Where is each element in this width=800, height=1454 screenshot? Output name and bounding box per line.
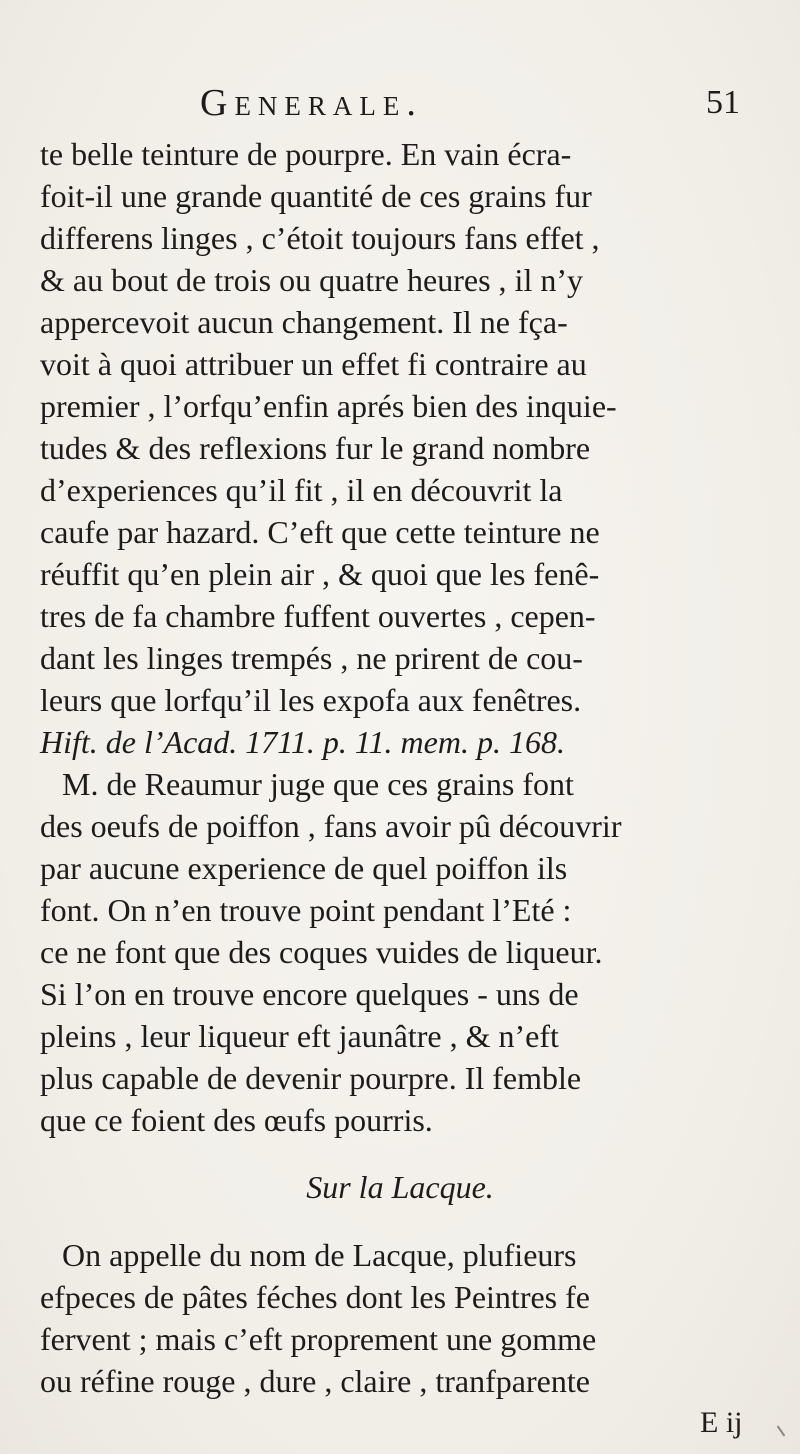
text-line: que ce foient des œufs pourris. — [40, 1102, 433, 1138]
text-line: tudes & des reflexions fur le grand nombre — [40, 430, 591, 466]
running-header — [0, 78, 800, 128]
text-line: dant les linges trempés , ne prirent de cou- — [40, 640, 583, 676]
text-line: ce ne font que des coques vuides de liqueur. — [40, 934, 603, 970]
text-line: des oeufs de poiffon , fans avoir pû découvrir — [40, 808, 622, 844]
running-title: Generale. — [200, 82, 423, 124]
citation-line: Hift. de l’Acad. 1711. p. 11. mem. p. 168. — [40, 724, 565, 760]
text-line: leurs que lorfqu’il les expofa aux fenêtres. — [40, 682, 582, 718]
text-line: par aucune experience de quel poiffon ils — [40, 850, 568, 886]
text-line: premier , l’orfqu’enfin aprés bien des inquie- — [40, 388, 617, 424]
text-line: ou réfine rouge , dure , claire , tranfparente — [40, 1363, 590, 1399]
text-line: pleins , leur liqueur eft jaunâtre , & n’eft — [40, 1018, 559, 1054]
text-line: voit à quoi attribuer un effet fi contraire au — [40, 346, 587, 382]
text-line: réuffit qu’en plein air , & quoi que les fenê- — [40, 556, 600, 592]
text-line: plus capable de devenir pourpre. Il femble — [40, 1060, 582, 1096]
text-line: appercevoit aucun changement. Il ne fça- — [40, 304, 568, 340]
text-line: On appelle du nom de Lacque, plufieurs — [62, 1237, 577, 1273]
text-line: d’experiences qu’il fit , il en découvrit la — [40, 472, 563, 508]
paper-speck — [777, 1426, 786, 1437]
text-line: foit-il une grande quantité de ces grains fur — [40, 178, 592, 214]
text-line: Si l’on en trouve encore quelques - uns de — [40, 976, 579, 1012]
text-line: differens linges , c’étoit toujours fans effet , — [40, 220, 600, 256]
text-line: fervent ; mais c’eft proprement une gomme — [40, 1321, 597, 1357]
text-line: te belle teinture de pourpre. En vain écra- — [40, 136, 572, 172]
text-line: caufe par hazard. C’eft que cette teinture ne — [40, 514, 600, 550]
text-line: tres de fa chambre fuffent ouvertes , cepen- — [40, 598, 596, 634]
signature-mark: E ij — [700, 1406, 743, 1439]
text-line: M. de Reaumur juge que ces grains font — [62, 766, 574, 802]
page-number: 51 — [706, 84, 740, 121]
text-line: font. On n’en trouve point pendant l’Eté : — [40, 892, 572, 928]
section-heading: Sur la Lacque. — [306, 1169, 494, 1205]
text-line: & au bout de trois ou quatre heures , il n’y — [40, 262, 583, 298]
text-line: efpeces de pâtes féches dont les Peintres fe — [40, 1279, 590, 1315]
